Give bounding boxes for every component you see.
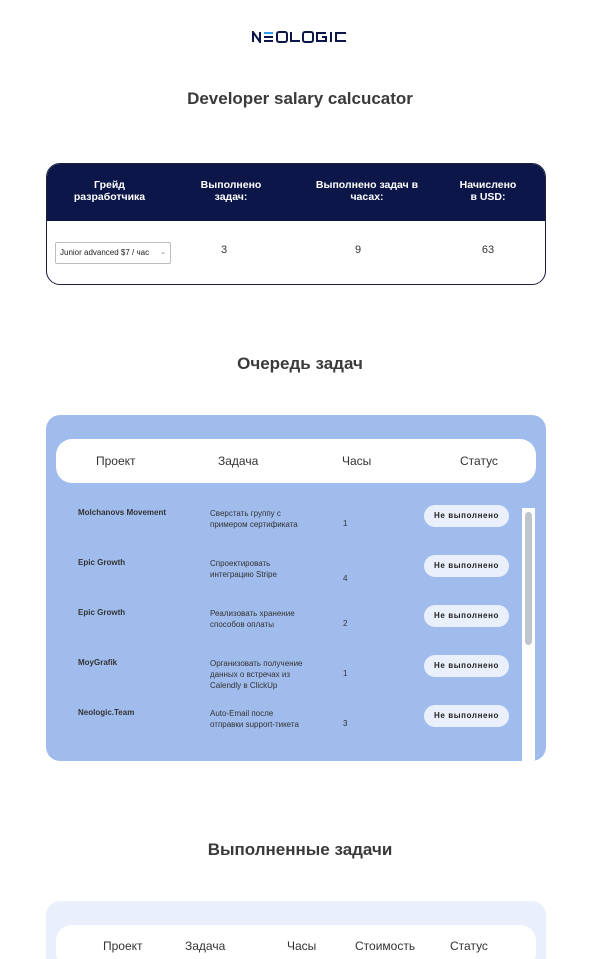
hours-count: 9 — [354, 244, 362, 256]
table-row — [46, 658, 516, 706]
done-title: Выполненные задачи — [207, 840, 393, 859]
row-project: Neologic.Team — [78, 708, 135, 717]
table-row — [46, 608, 516, 656]
col-status: Статус — [460, 454, 498, 468]
row-task: Организовать получение данных о встречах из Calendly в ClickUp — [210, 659, 303, 690]
chevron-down-icon: ⌄ — [160, 249, 166, 256]
row-task: Спроектировать интеграцию Stripe — [210, 559, 277, 579]
row-project: MoyGrafik — [78, 658, 118, 667]
row-task: Auto-Email после отправки support-тикета — [210, 709, 299, 729]
header-grade: Грейд разработчика — [73, 179, 146, 203]
neologic-logo — [0, 30, 600, 48]
grade-select[interactable]: Junior advanced $7 / час ⌄ — [55, 242, 171, 264]
status-button[interactable]: Не выполнено — [424, 655, 509, 677]
status-button[interactable]: Не выполнено — [424, 505, 509, 527]
row-task: Реализовать хранение способов оплаты — [210, 609, 295, 629]
status-button[interactable]: Не выполнено — [424, 605, 509, 627]
table-row — [46, 708, 516, 756]
col-task: Задача — [218, 454, 259, 468]
col-project: Проект — [96, 454, 136, 468]
row-project: Epic Growth — [78, 558, 126, 567]
queue-header — [56, 439, 536, 483]
usd-amount: 63 — [481, 244, 495, 256]
done-header — [56, 925, 536, 959]
row-hours: 1 — [343, 519, 348, 528]
col-project: Проект — [103, 939, 143, 953]
header-completed: Выполнено задач: — [200, 179, 262, 203]
col-cost: Стоимость — [355, 939, 416, 953]
row-project: Molchanovs Movement — [78, 508, 167, 517]
queue-title: Очередь задач — [237, 354, 363, 373]
row-hours: 3 — [343, 719, 348, 728]
status-button[interactable]: Не выполнено — [424, 555, 509, 577]
calculator-title: Developer salary calcucator — [187, 89, 413, 108]
row-task: Сверстать группу с примером сертификата — [210, 509, 298, 529]
row-hours: 4 — [343, 574, 348, 583]
row-hours: 1 — [343, 669, 348, 678]
col-task: Задача — [185, 939, 226, 953]
col-status: Статус — [450, 939, 488, 953]
table-row — [46, 558, 516, 606]
completed-count: 3 — [220, 244, 228, 256]
col-hours: Часы — [342, 454, 372, 468]
col-hours: Часы — [287, 939, 317, 953]
header-usd: Начислено в USD: — [459, 179, 517, 203]
task-queue — [46, 415, 546, 761]
logo-icon — [252, 31, 348, 43]
calculator-header — [47, 164, 545, 221]
completed-tasks — [46, 901, 546, 959]
row-hours: 2 — [343, 619, 348, 628]
salary-calculator — [46, 163, 546, 285]
row-project: Epic Growth — [78, 608, 126, 617]
scrollbar-thumb[interactable] — [525, 512, 532, 645]
queue-scrollbar[interactable] — [522, 508, 535, 761]
header-hours: Выполнено задач в часах: — [315, 179, 419, 203]
status-button[interactable]: Не выполнено — [424, 705, 509, 727]
table-row — [46, 508, 516, 556]
